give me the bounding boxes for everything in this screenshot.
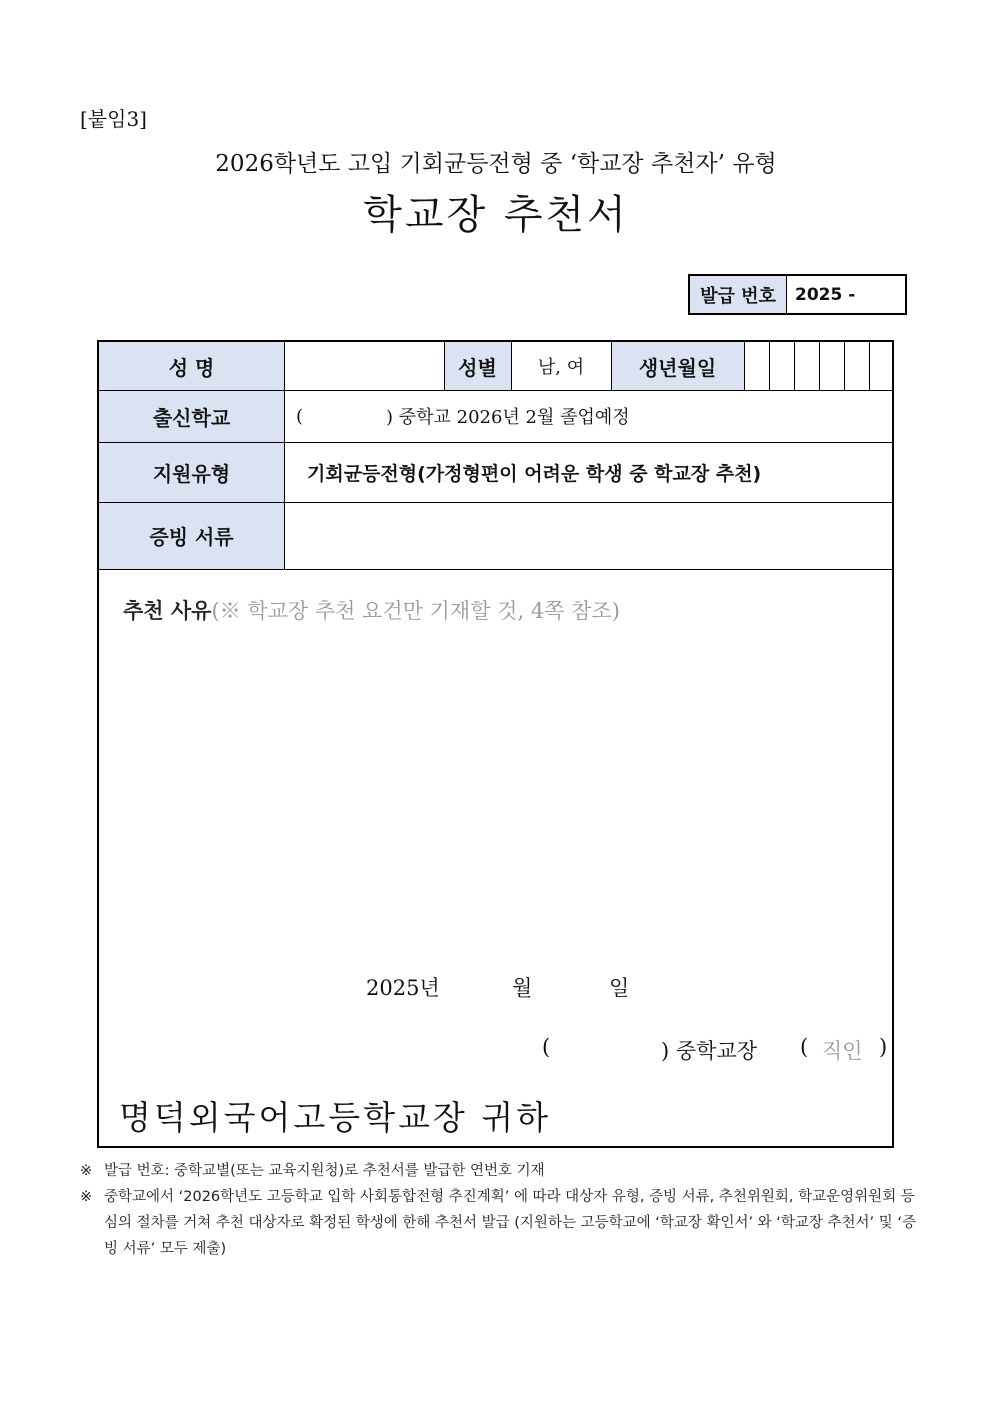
footnote-text: 중학교에서 ‘2026학년도 고등학교 입학 사회통합전형 추진계획’ 에 따라 대상자 유형, 증빙 서류, 추천위원회, 학교운영위원회 등 심의 절차를 거쳐 추천 대상자로 확정된 학생에 한해 추천서 발급 (지원하는 고등학교에 ‘학교장 확인서’ 와 ‘학교장 추천서’ 및 ‘증빙 서류’ 모두 제출) (104, 1189, 917, 1257)
issue-number-value[interactable]: 2025 - (795, 284, 856, 305)
reference-mark-icon: ※ (80, 1189, 93, 1205)
reference-mark-icon: ※ (80, 1163, 93, 1179)
school-open-paren: ( (296, 405, 304, 427)
date-year: 2025년 (366, 976, 440, 1000)
recommendation-form (97, 340, 894, 1148)
school-graduation-value[interactable]: ) 중학교 2026년 2월 졸업예정 (386, 407, 630, 428)
application-type-label: 지원유형 (99, 442, 284, 502)
date-month: 월 (512, 976, 533, 1000)
date-day: 일 (609, 976, 630, 1000)
school-label: 출신학교 (99, 390, 284, 442)
gender-label: 성별 (444, 342, 511, 390)
footnote-item (80, 1184, 920, 1262)
issue-number-box (688, 274, 907, 315)
supporting-docs-label: 증빙 서류 (99, 502, 284, 569)
supporting-docs-field[interactable] (284, 502, 892, 569)
document-title: 학교장 추천서 (363, 192, 629, 238)
seal-label: 직인 (822, 1039, 863, 1063)
recommendation-reason[interactable] (123, 595, 620, 625)
name-field[interactable] (284, 342, 444, 390)
seal-open-paren: ( (800, 1035, 809, 1059)
reason-note: (※ 학교장 추천 요건만 기재할 것, 4쪽 참조) (211, 599, 620, 623)
issue-number-label: 발급 번호 (690, 276, 787, 313)
document-subtitle: 2026학년도 고입 기회균등전형 중 ‘학교장 추천자’ 유형 (215, 151, 777, 177)
birthdate-label: 생년월일 (611, 342, 744, 390)
signature-open-paren: ( (542, 1035, 551, 1059)
application-type-value: 기회균등전형(가정형편이 어려운 학생 중 학교장 추천) (307, 462, 762, 485)
seal-close-paren: ) (879, 1035, 888, 1059)
addressee: 명덕외국어고등학교장 귀하 (119, 1098, 552, 1137)
reason-heading: 추천 사유 (123, 598, 212, 623)
signature-school: ) 중학교장 (661, 1039, 758, 1063)
footnotes (80, 1158, 920, 1262)
footnote-text: 발급 번호: 중학교별(또는 교육지원청)로 추천서를 발급한 연번호 기재 (104, 1163, 545, 1179)
footnote-item (80, 1158, 920, 1184)
gender-options[interactable]: 남, 여 (537, 357, 585, 378)
attachment-label: [붙임3] (80, 107, 147, 131)
name-label: 성 명 (99, 342, 284, 390)
